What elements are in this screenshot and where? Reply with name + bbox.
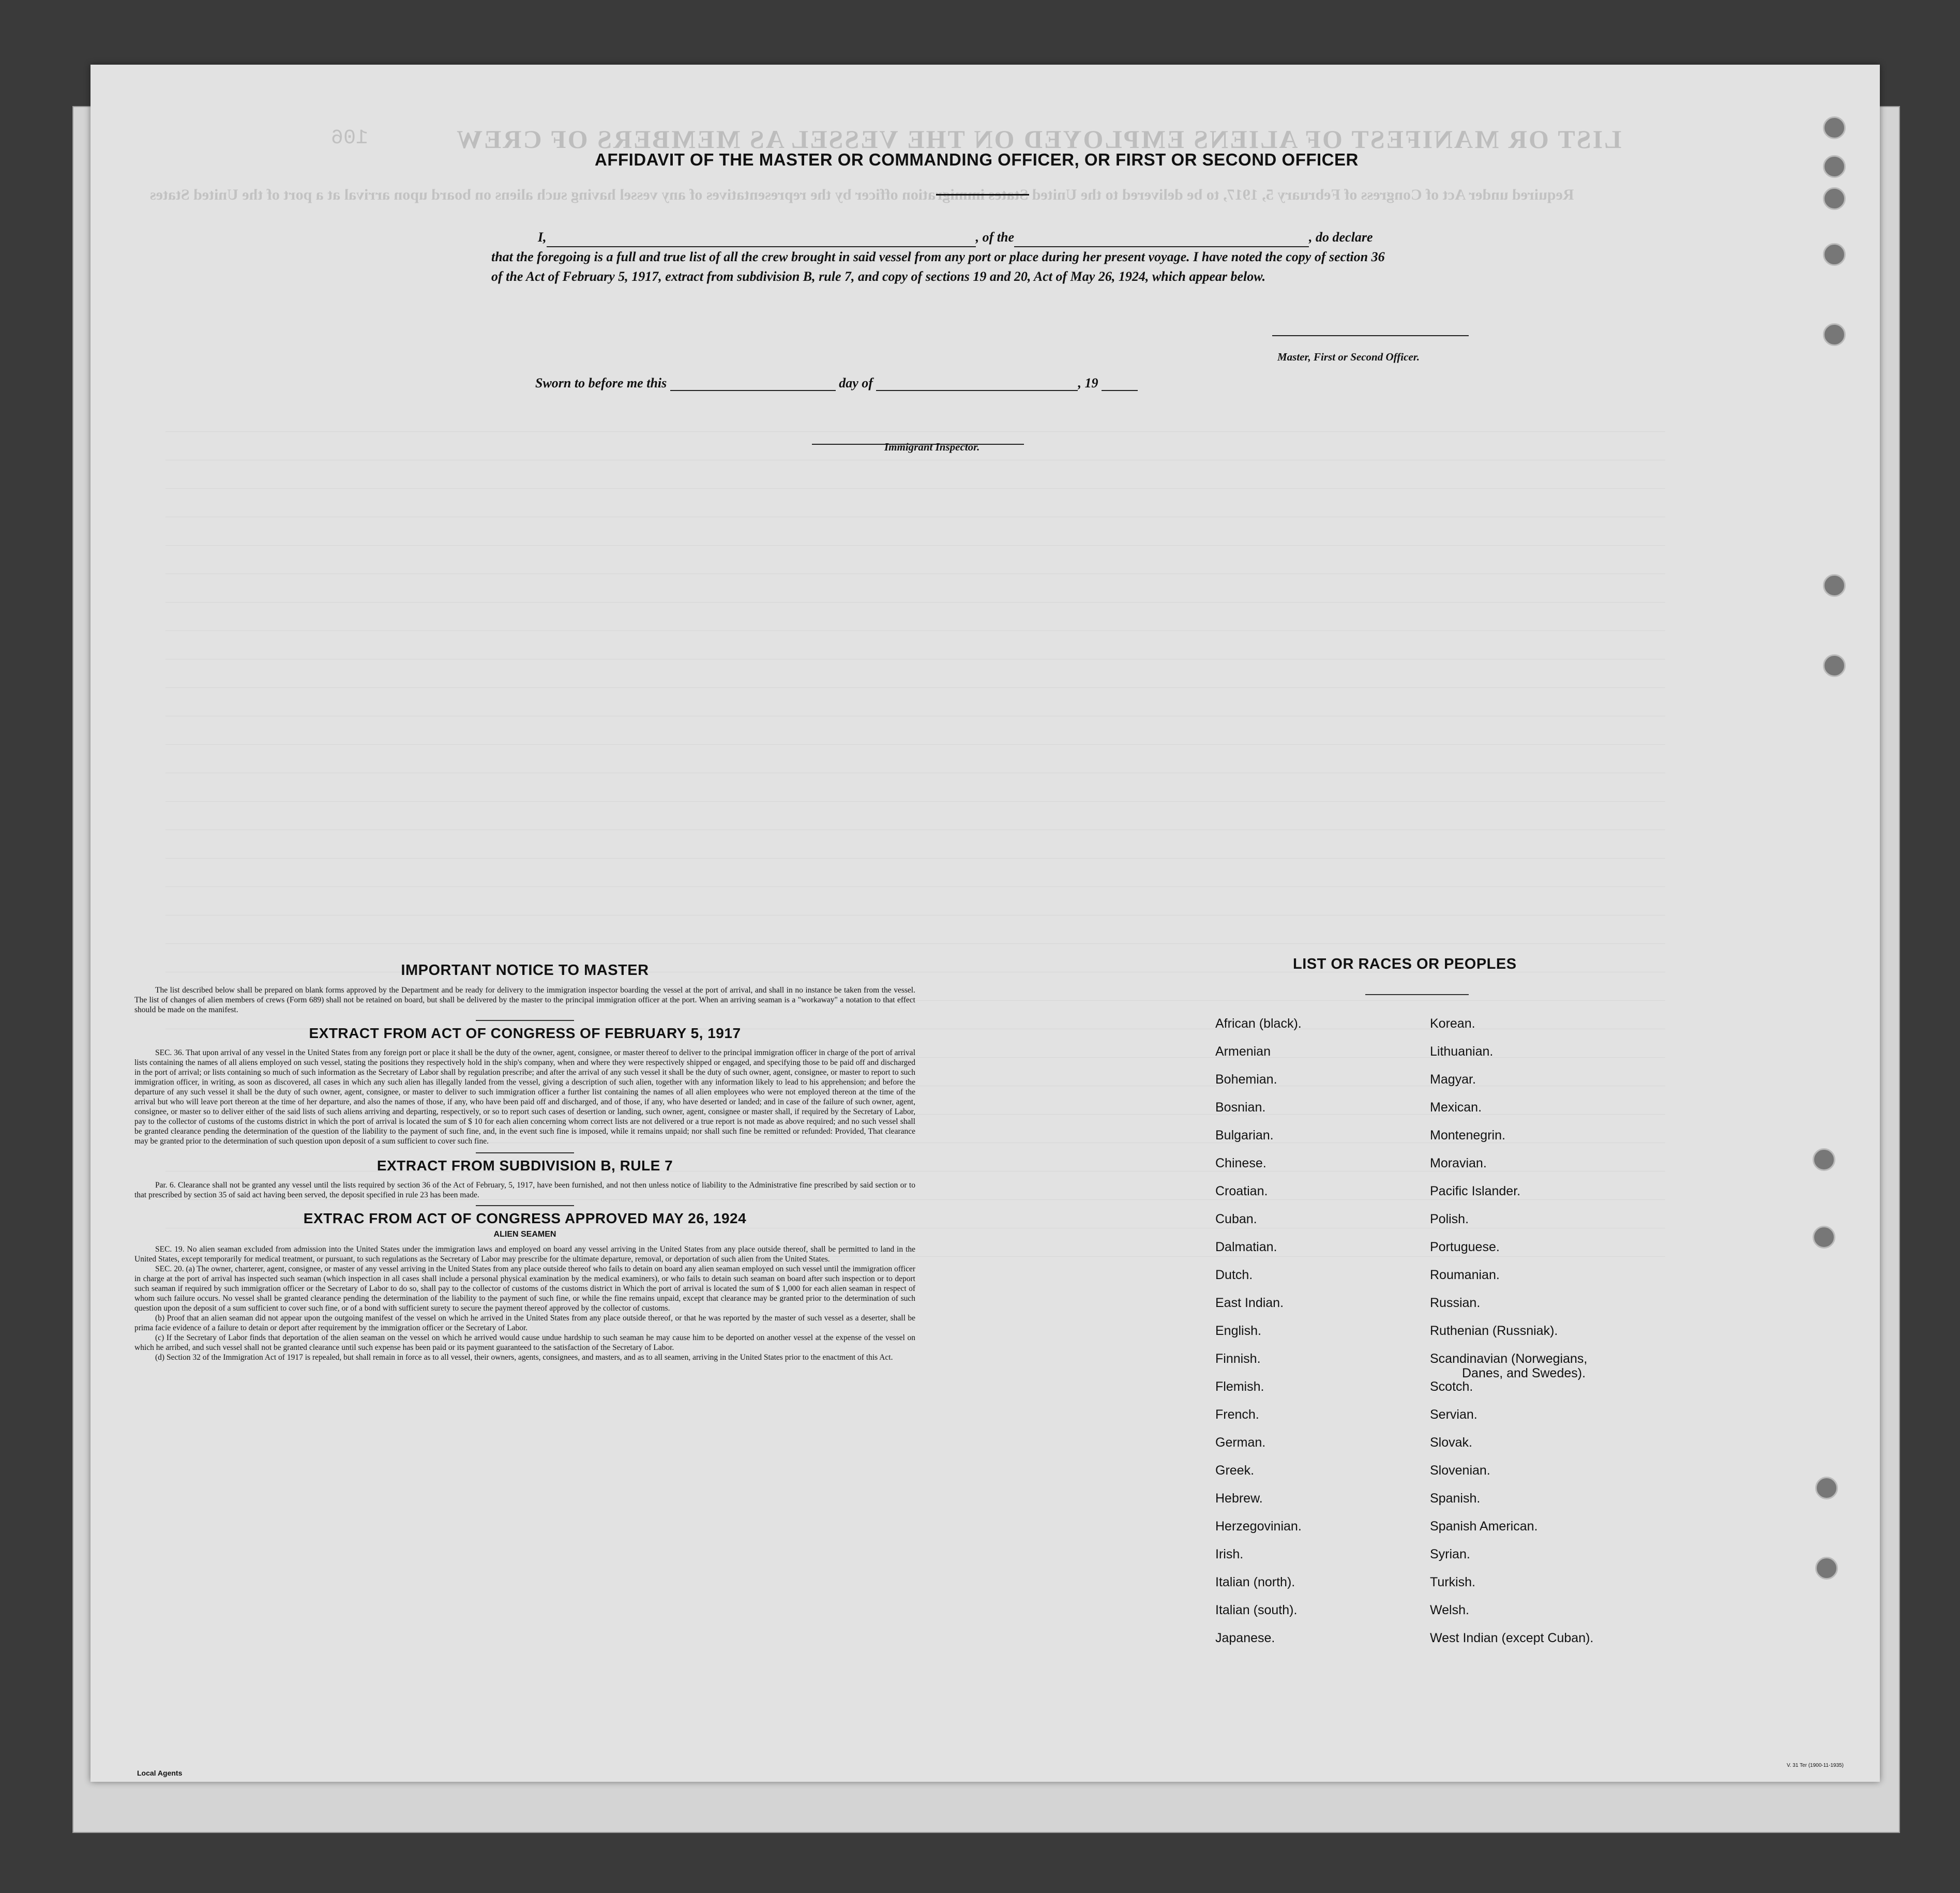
race-item <box>1430 1631 1593 1659</box>
sworn-line <box>535 375 1138 391</box>
race-item <box>1215 1100 1302 1128</box>
binder-hole <box>1823 574 1846 597</box>
affidavit-declare: , do declare <box>1309 230 1373 245</box>
ghost-subtitle: Required under Act of Congress of February 5, 1917, to be delivered to the United States immigration officer by the representatives of any vessel having such aliens on board upon arrival at a port of the United States <box>150 186 1574 203</box>
binder-hole <box>1815 1477 1838 1499</box>
affidavit-i: I, <box>538 230 547 245</box>
race-label: Bulgarian. <box>1215 1128 1274 1143</box>
race-label: Greek. <box>1215 1463 1255 1478</box>
race-label: Lithuanian. <box>1430 1044 1494 1059</box>
race-item <box>1430 1407 1593 1435</box>
extract-1917-title: EXTRACT FROM ACT OF CONGRESS OF FEBRUARY 5, 1917 <box>309 1025 741 1041</box>
race-item <box>1430 1324 1593 1351</box>
binder-hole <box>1823 323 1846 346</box>
ghost-page-ref: 106 <box>331 127 369 150</box>
race-item <box>1215 1268 1302 1296</box>
race-label: Slovak. <box>1430 1435 1472 1450</box>
binder-hole <box>1823 116 1846 139</box>
race-item <box>1430 1156 1593 1184</box>
race-label: Roumanian. <box>1430 1268 1500 1282</box>
race-label: Japanese. <box>1215 1631 1275 1645</box>
binder-hole <box>1823 155 1846 178</box>
notice-title: IMPORTANT NOTICE TO MASTER <box>401 962 649 979</box>
race-label: Korean. <box>1430 1016 1475 1031</box>
race-label: Flemish. <box>1215 1379 1264 1394</box>
race-label: English. <box>1215 1324 1261 1338</box>
race-label: Spanish American. <box>1430 1519 1538 1534</box>
month-fill <box>876 390 1078 391</box>
race-label: Mexican. <box>1430 1100 1482 1115</box>
day-fill <box>670 390 836 391</box>
inspector-label: Immigrant Inspector. <box>884 441 980 453</box>
race-item <box>1430 1435 1593 1463</box>
race-label-continued: Danes, and Swedes). <box>1462 1366 1586 1380</box>
race-item <box>1215 1156 1302 1184</box>
race-item <box>1215 1296 1302 1324</box>
race-label: Ruthenian (Russniak). <box>1430 1324 1558 1338</box>
rule <box>476 1205 574 1206</box>
signature-line <box>1272 335 1469 336</box>
race-label: Slovenian. <box>1430 1463 1490 1478</box>
sworn-year: , 19 <box>1078 375 1098 390</box>
race-item <box>1215 1547 1302 1575</box>
race-label: Dalmatian. <box>1215 1240 1277 1254</box>
race-label: Italian (south). <box>1215 1603 1298 1617</box>
race-label: Finnish. <box>1215 1351 1261 1366</box>
race-item <box>1430 1016 1593 1044</box>
notice-column <box>134 962 915 1362</box>
race-item <box>1215 1491 1302 1519</box>
race-item <box>1430 1519 1593 1547</box>
affidavit-body: that the foregoing is a full and true list of all the crew brought in said vessel from any port or place during her present voyage. I have noted the copy of section 36 of the Act of February 5, 1917, extract from subdivision B, rule 7, and copy of sections 19 and 20, Act of May 26, 1924, which appear below. <box>491 249 1385 284</box>
binder-hole <box>1813 1226 1835 1249</box>
race-label: Croatian. <box>1215 1184 1268 1198</box>
race-item <box>1430 1463 1593 1491</box>
ghost-title: LIST OR MANIFEST OF ALIENS EMPLOYED ON THE VESSEL AS MEMBERS OF CREW <box>455 125 1622 154</box>
race-label: Spanish. <box>1430 1491 1481 1506</box>
race-item <box>1430 1296 1593 1324</box>
sec-20c: (c) If the Secretary of Labor finds that deportation of the alien seaman on the vessel on which he arrived would cause undue hardship to such seaman he may cause him to be deported on another vessel at the expense of the vessel on which he arribed, and such vessel shall not be granted clearance until such expense has been paid or its payment guaranteed to the satisfaction of the Secretary of Labor. <box>134 1333 915 1352</box>
sec-20b: (b) Proof that an alien seaman did not appear upon the outgoing manifest of the vessel on which he arrived in the United States from any place outside thereof, or that he was reported by the master of such vessel as a deserter, shall be prima facie evidence of a failure to detain or deport after requirement by the immigration officer or the Secretary of Labor. <box>134 1314 915 1332</box>
race-label: Bosnian. <box>1215 1100 1266 1115</box>
extract-1924-title: EXTRAC FROM ACT OF CONGRESS APPROVED MAY 26, 1924 <box>303 1210 747 1226</box>
race-label: East Indian. <box>1215 1296 1284 1310</box>
race-item <box>1430 1184 1593 1212</box>
title-rule <box>936 194 1029 196</box>
race-item <box>1430 1603 1593 1631</box>
race-item <box>1215 1351 1302 1379</box>
sec-20d: (d) Section 32 of the Immigration Act of 1917 is repealed, but shall remain in force as to all vessel, their owners, agents, consignees, and masters, and as to all seamen, arriving in the United States prior to the enactment of this Act. <box>155 1353 893 1362</box>
subdivision-b-title: EXTRACT FROM SUBDIVISION B, RULE 7 <box>376 1158 673 1174</box>
race-label: Irish. <box>1215 1547 1244 1561</box>
race-item <box>1215 1044 1302 1072</box>
race-item <box>1430 1547 1593 1575</box>
race-label: Montenegrin. <box>1430 1128 1505 1143</box>
extract-1917-body: SEC. 36. That upon arrival of any vessel in the United States from any foreign port or place it shall be the duty of the owner, agent, consignee, or master thereof to deliver to the principal immigration officer in charge of the port of arrival lists containing the names of all aliens employed on such vessel, stating the positions they respectively hold in the ship's company, when and where they were respectively shipped or engaged, and specifying those to be paid off and discharged in the port of arrival; or lists containing so much of such information as the Secretary of Labor shall by regulation prescribe; and after the arrival of any such vessel it shall be the duty of such owner, agent, consignee, or master to report to such immigration officer, in writing, as soon as discovered, all cases in which any such alien has illegally landed from the vessel, giving a description of such alien, together with any information likely to lead to his apprehension; and before the departure of any such vessel it shall be the duty of such owner, agent, consignee, or master to deliver to such immigration officer a further list containing the names of all alien employees who were not employed thereon at the time of the arrival but who will leave port thereon at the time of her departure, and also the names of those, if any, who have been paid off and discharged, and of those, if any, who have deserted or landed; and in case of the failure of such owner, agent, consignee, or master so to deliver either of the said lists of such aliens arriving and departing, respectively, or so to report such cases of desertion or landing, such owner, agent, consignee or master shall, if required by the Secretary of Labor, pay to the collector of customs of the customs district in which the port of arrival is located the sum of $ 10 for each alien concerning whom correct lists are not delivered or a true report is not made as above required; and no such vessel shall be granted clearance pending the determination of the question of the liability to the payment of such fine, and, in the event such fine is imposed, while it remains unpaid; nor shall such fine be remitted or refunded: Provided, That clearance may be granted prior to the determination of such question upon deposit of a sum sufficient to cover such fine. <box>134 1048 915 1146</box>
form-number: V. 31 Ter (1900-11-1935) <box>1787 1763 1844 1768</box>
binder-hole <box>1815 1557 1838 1580</box>
binder-hole <box>1823 243 1846 266</box>
alien-seamen-subtitle: ALIEN SEAMEN <box>493 1230 556 1239</box>
sworn-prefix: Sworn to before me this <box>535 375 667 390</box>
race-item <box>1215 1463 1302 1491</box>
race-item <box>1430 1268 1593 1296</box>
race-item <box>1215 1379 1302 1407</box>
local-agents-label: Local Agents <box>137 1769 183 1777</box>
race-item <box>1215 1407 1302 1435</box>
race-item <box>1215 1240 1302 1268</box>
races-rule <box>1365 994 1469 995</box>
race-label: Herzegovinian. <box>1215 1519 1302 1534</box>
race-item <box>1430 1575 1593 1603</box>
race-item <box>1215 1324 1302 1351</box>
race-label: Bohemian. <box>1215 1072 1277 1087</box>
race-label: Moravian. <box>1430 1156 1487 1170</box>
race-label: Chinese. <box>1215 1156 1267 1170</box>
race-label: Cuban. <box>1215 1212 1257 1226</box>
rule <box>476 1020 574 1021</box>
race-item <box>1215 1072 1302 1100</box>
race-item <box>1215 1212 1302 1240</box>
race-item <box>1215 1184 1302 1212</box>
race-label: Pacific Islander. <box>1430 1184 1521 1198</box>
race-label: Servian. <box>1430 1407 1477 1422</box>
race-label: Polish. <box>1430 1212 1469 1226</box>
race-label: West Indian (except Cuban). <box>1430 1631 1594 1645</box>
binder-hole <box>1823 654 1846 677</box>
race-label: Syrian. <box>1430 1547 1470 1561</box>
signature-label: Master, First or Second Officer. <box>1277 351 1420 363</box>
races-left-column <box>1215 1016 1302 1659</box>
race-label: German. <box>1215 1435 1266 1450</box>
affidavit-of-the: , of the <box>975 230 1015 245</box>
race-item <box>1430 1044 1593 1072</box>
race-label: Armenian <box>1215 1044 1271 1059</box>
sec-20a: SEC. 20. (a) The owner, charterer, agent, consignee, or master of any vessel arriving in the United States from any place outside thereof who fails to detain on board any alien seaman employed on such vessel until the immigration officer in charge at the port of arrival has inspected such seaman (which inspection in all cases shall include a personal physical examination by the medical examiners), or who fails to detain such seaman on board after such inspection or to deport such seaman if required by such immigration officer or the Secretary of Labor to do so, shall pay to the collector of customs of the customs district in Which the port of arrival is located the sum of $ 1,000 for each alien seaman in respect of whom such failure occurs. No vessel shall be granted clearance pending the determination of the liability to the payment of such fine, or while the fine remains unpaid, except that clearance may be granted prior to the determination of such question upon the deposit of a sum sufficient to cover such fine, or of a bond with sufficient surety to secure the payment thereof approved by the collector of customs. <box>134 1265 915 1313</box>
race-item <box>1215 1128 1302 1156</box>
rule <box>476 1152 574 1153</box>
race-label: Magyar. <box>1430 1072 1476 1087</box>
race-label: Scotch. <box>1430 1379 1473 1394</box>
affidavit-body-block <box>491 228 1386 287</box>
race-item <box>1215 1016 1302 1044</box>
year-fill <box>1102 390 1138 391</box>
race-item <box>1215 1435 1302 1463</box>
race-label: African (black). <box>1215 1016 1302 1031</box>
race-label: Turkish. <box>1430 1575 1475 1589</box>
races-title: LIST OR RACES OR PEOPLES <box>1293 956 1517 972</box>
race-label: French. <box>1215 1407 1259 1422</box>
race-label: Hebrew. <box>1215 1491 1263 1506</box>
race-item <box>1215 1519 1302 1547</box>
race-item <box>1215 1631 1302 1659</box>
race-item <box>1430 1100 1593 1128</box>
race-item <box>1430 1128 1593 1156</box>
race-item <box>1215 1575 1302 1603</box>
subdivision-b-body: Par. 6. Clearance shall not be granted any vessel until the lists required by section 36 of the Act of February, 5, 1917, have been furnished, and not then unless notice of liability to the Administrative fine prescribed by said section or to that prescribed by section 35 of said act having been served, the deposit specified in rule 23 has been made. <box>134 1181 915 1199</box>
race-label: Russian. <box>1430 1296 1481 1310</box>
sworn-day: day of <box>839 375 873 390</box>
race-item <box>1430 1491 1593 1519</box>
race-label: Portuguese. <box>1430 1240 1500 1254</box>
binder-hole <box>1813 1148 1835 1171</box>
race-item <box>1430 1351 1593 1379</box>
race-label: Dutch. <box>1215 1268 1253 1282</box>
race-item <box>1430 1379 1593 1407</box>
sec-19: SEC. 19. No alien seaman excluded from admission into the United States under the immigration laws and employed on board any vessel arriving in the United States from any place outside thereof, shall be permitted to land in the United States, except temporarily for medical treatment, or pursuant, to such regulations as the Secretary of Labor may prescribe for the ultimate departure, removal, or deportation of such alien from the United States. <box>134 1245 915 1264</box>
races-right-column <box>1430 1016 1593 1659</box>
notice-body: The list described below shall be prepared on blank forms approved by the Department and be ready for delivery to the immigration inspector boarding the vessel at the port of arrival, and shall in no instance be taken from the vessel. The list of changes of alien members of crews (Form 689) shall not be retained on board, but shall be delivered by the master to the principal immigration officer at the port. When an arriving seaman is a "workaway" a notation to that effect should be made on the manifest. <box>134 986 915 1014</box>
race-label: Scandinavian (Norwegians, <box>1430 1351 1588 1366</box>
race-item <box>1430 1072 1593 1100</box>
race-label: Welsh. <box>1430 1603 1469 1617</box>
race-label: Italian (north). <box>1215 1575 1295 1589</box>
race-item <box>1430 1240 1593 1268</box>
race-item <box>1215 1603 1302 1631</box>
binder-hole <box>1823 187 1846 210</box>
race-item <box>1430 1212 1593 1240</box>
affidavit-title: AFFIDAVIT OF THE MASTER OR COMMANDING OFFICER, OR FIRST OR SECOND OFFICER <box>595 150 1359 169</box>
